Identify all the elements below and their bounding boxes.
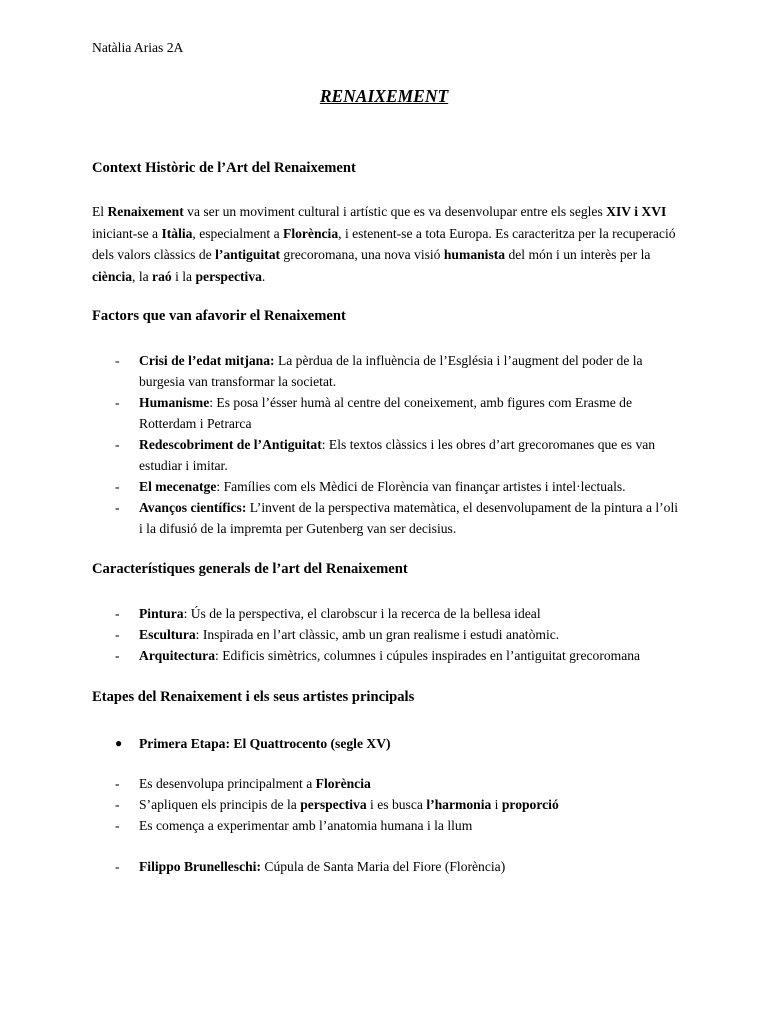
- bold-text: Pintura: [139, 606, 184, 621]
- dash-marker: -: [115, 648, 120, 663]
- list-item: [92, 497, 682, 539]
- factors-list: [92, 350, 682, 539]
- bold-text: Florència: [283, 225, 339, 241]
- text-run: grecoromana, una nova visió: [280, 247, 444, 262]
- text-run: del món i un interès per la: [505, 247, 651, 262]
- author-name: Natàlia Arias 2A: [92, 40, 184, 55]
- characteristics-list-block: [92, 603, 682, 666]
- characteristics-list: [92, 603, 682, 666]
- bold-text: Arquitectura: [139, 648, 216, 663]
- factors-list-block: [92, 350, 682, 539]
- dash-marker: -: [115, 395, 120, 410]
- text-run: Cúpula de Santa Maria del Fiore (Florència): [260, 859, 506, 874]
- text-run: : Es posa l’ésser humà al centre del coneixement, amb figures com Erasme de Rotterdam i Petrarca: [139, 395, 633, 431]
- list-item: [92, 773, 682, 794]
- dash-marker: -: [115, 479, 120, 494]
- section-factors: [92, 308, 682, 325]
- list-item: [92, 434, 682, 476]
- stage-details-list: [92, 773, 682, 836]
- text-run: La pèrdua de la influència de l’Església i l’augment del poder de la burgesia van transformar la societat.: [139, 353, 643, 389]
- dash-marker: -: [115, 776, 120, 791]
- bold-text: proporció: [501, 797, 559, 812]
- list-item: [92, 645, 682, 666]
- text-run: .: [261, 268, 266, 284]
- list-item: [92, 794, 682, 815]
- bold-text: Avanços científics:: [139, 500, 247, 515]
- text-run: , i estenent-se a tota Europa. Es caracteritza per la recuperació dels valors clàssics de: [92, 225, 676, 262]
- dash-marker: -: [115, 797, 120, 812]
- bold-text: XIV i XVI: [606, 204, 667, 219]
- text-run: : Els textos clàssics i les obres d’art grecoromanes que es van estudiar i imitar.: [139, 437, 656, 473]
- bold-text: perspectiva: [300, 797, 367, 812]
- context-paragraph: [92, 201, 682, 287]
- stage-bullet-block: [92, 733, 682, 754]
- bold-text: perspectiva: [195, 268, 262, 284]
- dash-marker: -: [115, 353, 120, 368]
- bold-text: raó: [152, 268, 172, 284]
- bold-text: Filippo Brunelleschi:: [139, 859, 261, 874]
- section-heading: Característiques generals de l’art del Renaixement: [92, 561, 408, 577]
- list-item: [92, 856, 682, 877]
- text-run: i es busca: [366, 797, 427, 812]
- bold-text: Renaixement: [107, 204, 184, 219]
- context-paragraph-block: [92, 201, 682, 287]
- bold-text: humanista: [443, 247, 506, 262]
- text-run: : Ús de la perspectiva, el clarobscur i la recerca de la bellesa ideal: [183, 606, 541, 621]
- list-item: [92, 815, 682, 836]
- bullet-icon: ●: [115, 736, 123, 750]
- section-context: [92, 160, 682, 177]
- text-run: va ser un moviment cultural i artístic que es va desenvolupar entre els segles: [183, 204, 607, 219]
- section-heading: Etapes del Renaixement i els seus artistes principals: [92, 689, 415, 705]
- text-run: : Inspirada en l’art clàssic, amb un gran realisme i estudi anatòmic.: [195, 627, 560, 642]
- stage-title: Primera Etapa: El Quattrocento (segle XV): [139, 736, 391, 751]
- dash-marker: -: [115, 818, 120, 833]
- list-item: [92, 392, 682, 434]
- bold-text: Itàlia: [161, 225, 193, 241]
- text-run: i: [491, 797, 502, 812]
- bold-text: El mecenatge: [139, 479, 217, 494]
- text-run: Es comença a experimentar amb l’anatomia humana i la llum: [139, 818, 473, 833]
- text-run: S’apliquen els principis de la: [139, 797, 301, 812]
- bold-text: Florència: [315, 776, 371, 791]
- list-item: [92, 476, 682, 497]
- text-run: : Edificis simètrics, columnes i cúpules inspirades en l’antiguitat grecoromana: [215, 648, 641, 663]
- text-run: iniciant-se a: [92, 225, 162, 241]
- text-run: i la: [171, 268, 196, 284]
- bold-text: Redescobriment de l’Antiguitat: [139, 437, 322, 452]
- bold-text: Crisi de l’edat mitjana:: [139, 353, 275, 368]
- text-run: : Famílies com els Mèdici de Florència van finançar artistes i intel·lectuals.: [216, 479, 626, 494]
- bold-text: Escultura: [139, 627, 196, 642]
- document-title: RENAIXEMENT: [319, 86, 449, 106]
- bold-text: l’harmonia: [426, 797, 492, 812]
- text-run: Es desenvolupa principalment a: [139, 776, 316, 791]
- artists-list: [92, 856, 682, 877]
- text-run: L’invent de la perspectiva matemàtica, el desenvolupament de la pintura a l’oli i la difusió de la impremta per Gutenberg van ser decisius.: [139, 500, 679, 536]
- list-item: [92, 624, 682, 645]
- bold-text: ciència: [92, 268, 133, 284]
- dash-marker: -: [115, 437, 120, 452]
- artists-block: [92, 856, 682, 877]
- bold-text: Humanisme: [139, 395, 210, 410]
- dash-marker: -: [115, 627, 120, 642]
- section-heading: Factors que van afavorir el Renaixement: [92, 308, 346, 324]
- section-heading: Context Històric de l’Art del Renaixement: [92, 160, 356, 176]
- bold-text: l’antiguitat: [215, 247, 281, 262]
- text-run: , la: [132, 268, 153, 284]
- section-characteristics: [92, 561, 682, 578]
- text-run: , especialment a: [192, 225, 284, 241]
- dash-marker: -: [115, 606, 120, 621]
- list-item: [92, 350, 682, 392]
- text-run: El: [92, 204, 108, 219]
- stage-details-block: [92, 773, 682, 836]
- section-stages: [92, 689, 682, 706]
- dash-marker: -: [115, 859, 120, 874]
- dash-marker: -: [115, 500, 120, 515]
- list-item: [92, 733, 682, 754]
- list-item: [92, 603, 682, 624]
